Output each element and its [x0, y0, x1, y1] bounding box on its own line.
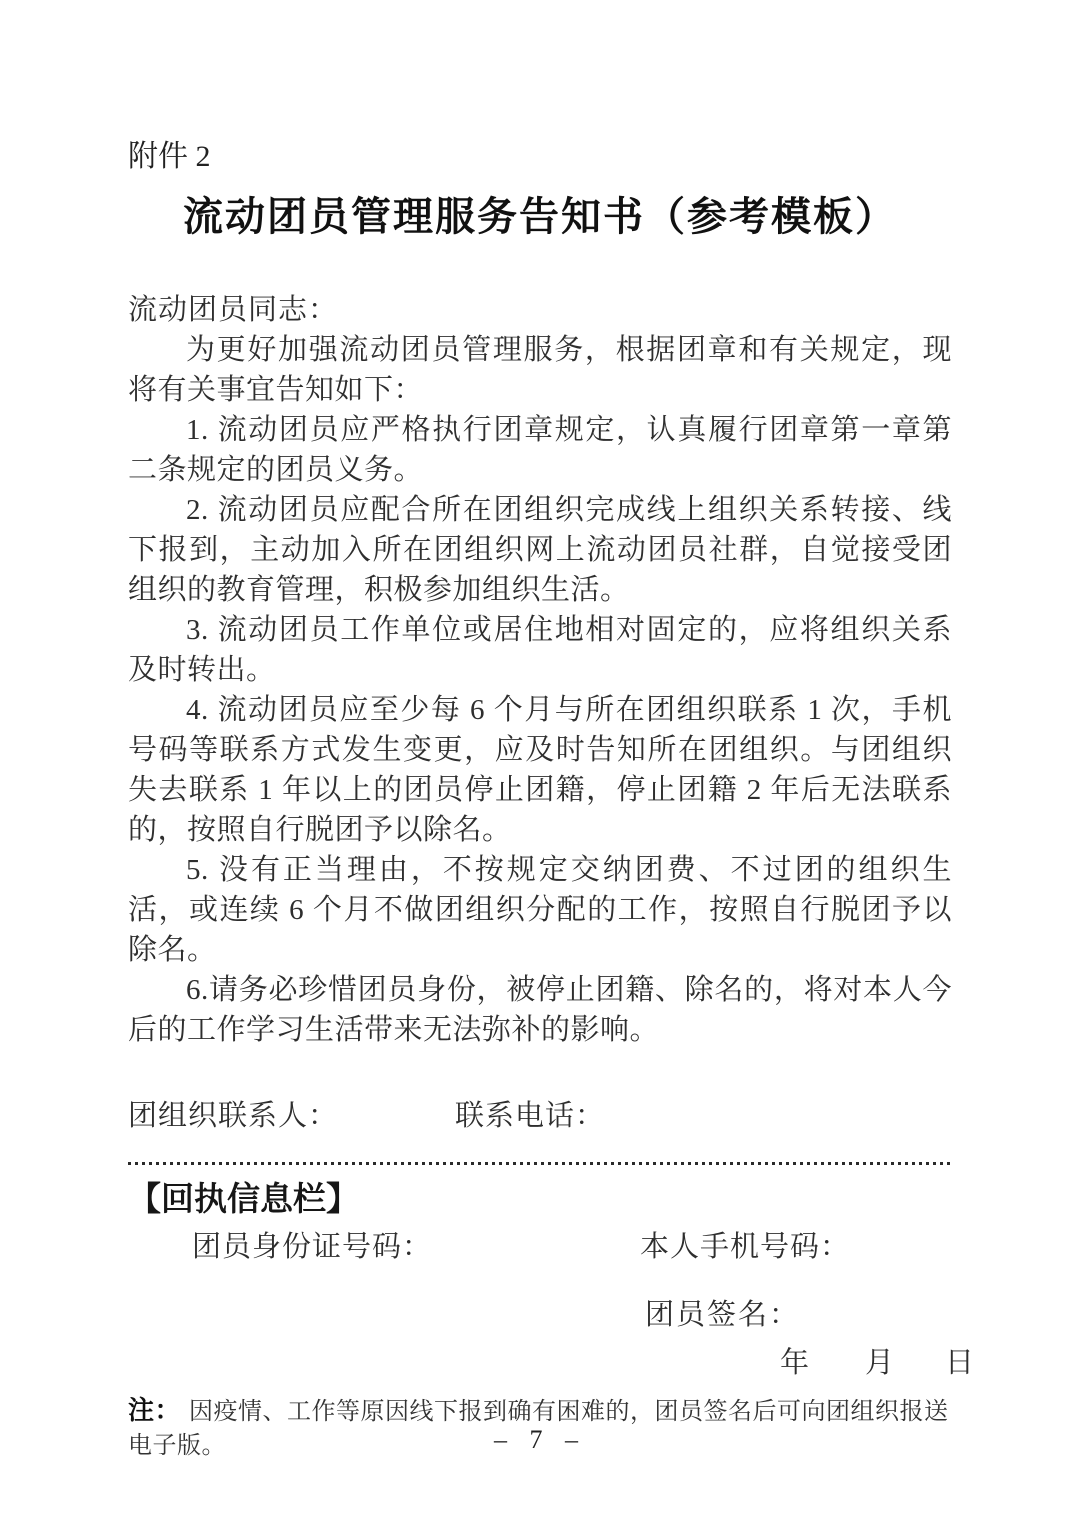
receipt-fields-row: [128, 1227, 952, 1267]
body-paragraph-intro: 为更好加强流动团员管理服务，根据团章和有关规定，现将有关事宜告知如下：: [128, 334, 952, 406]
date-year-label: 年: [780, 1347, 810, 1379]
contact-person-label: 团组织联系人：: [128, 1100, 339, 1132]
salutation: 流动团员同志：: [128, 294, 339, 326]
page-number: – 7 –: [494, 1425, 586, 1454]
member-id-label: 团员身份证号码：: [192, 1231, 433, 1263]
date-month-label: 月: [865, 1347, 895, 1379]
footnote-prefix: 注：: [128, 1395, 182, 1425]
footnote-text: 因疫情、工作等原因线下报到确有困难的，团员签名后可向团组织报送电子版。: [128, 1399, 949, 1459]
body-paragraph-item-1: 1. 流动团员应严格执行团章规定，认真履行团章第一章第二条规定的团员义务。: [128, 414, 952, 486]
body-paragraph-item-6: 6.请务必珍惜团员身份，被停止团籍、除名的，将对本人今后的工作学习生活带来无法弥补的影响。: [128, 974, 952, 1046]
body-paragraph-item-3: 3. 流动团员工作单位或居住地相对固定的，应将组织关系及时转出。: [128, 614, 952, 686]
mobile-number-label: 本人手机号码：: [640, 1231, 851, 1263]
dotted-divider: [128, 1162, 952, 1165]
contact-line: [128, 1096, 952, 1136]
attachment-label: 附件 2: [128, 140, 211, 173]
body-paragraph-item-4: 4. 流动团员应至少每 6 个月与所在团组织联系 1 次，手机号码等联系方式发生变更，应及时告知所在团组织。与团组织失去联系 1 年以上的团员停止团籍，停止团籍 2 年后无法联系的，按照自行脱团予以除名。: [128, 694, 952, 846]
contact-phone-label: 联系电话：: [455, 1100, 606, 1132]
date-row: [128, 1343, 975, 1383]
signature-row: [128, 1295, 952, 1335]
receipt-section-header: 【回执信息栏】: [128, 1180, 359, 1217]
date-day-label: 日: [945, 1347, 975, 1379]
body-paragraph-item-5: 5. 没有正当理由，不按规定交纳团费、不过团的组织生活，或连续 6 个月不做团组织分配的工作，按照自行脱团予以除名。: [128, 854, 952, 966]
page-title: 流动团员管理服务告知书（参考模板）: [183, 193, 897, 240]
member-signature-label: 团员签名：: [645, 1299, 801, 1331]
body-paragraph-item-2: 2. 流动团员应配合所在团组织完成线上组织关系转接、线下报到，主动加入所在团组织网上流动团员社群，自觉接受团组织的教育管理，积极参加组织生活。: [128, 494, 952, 606]
